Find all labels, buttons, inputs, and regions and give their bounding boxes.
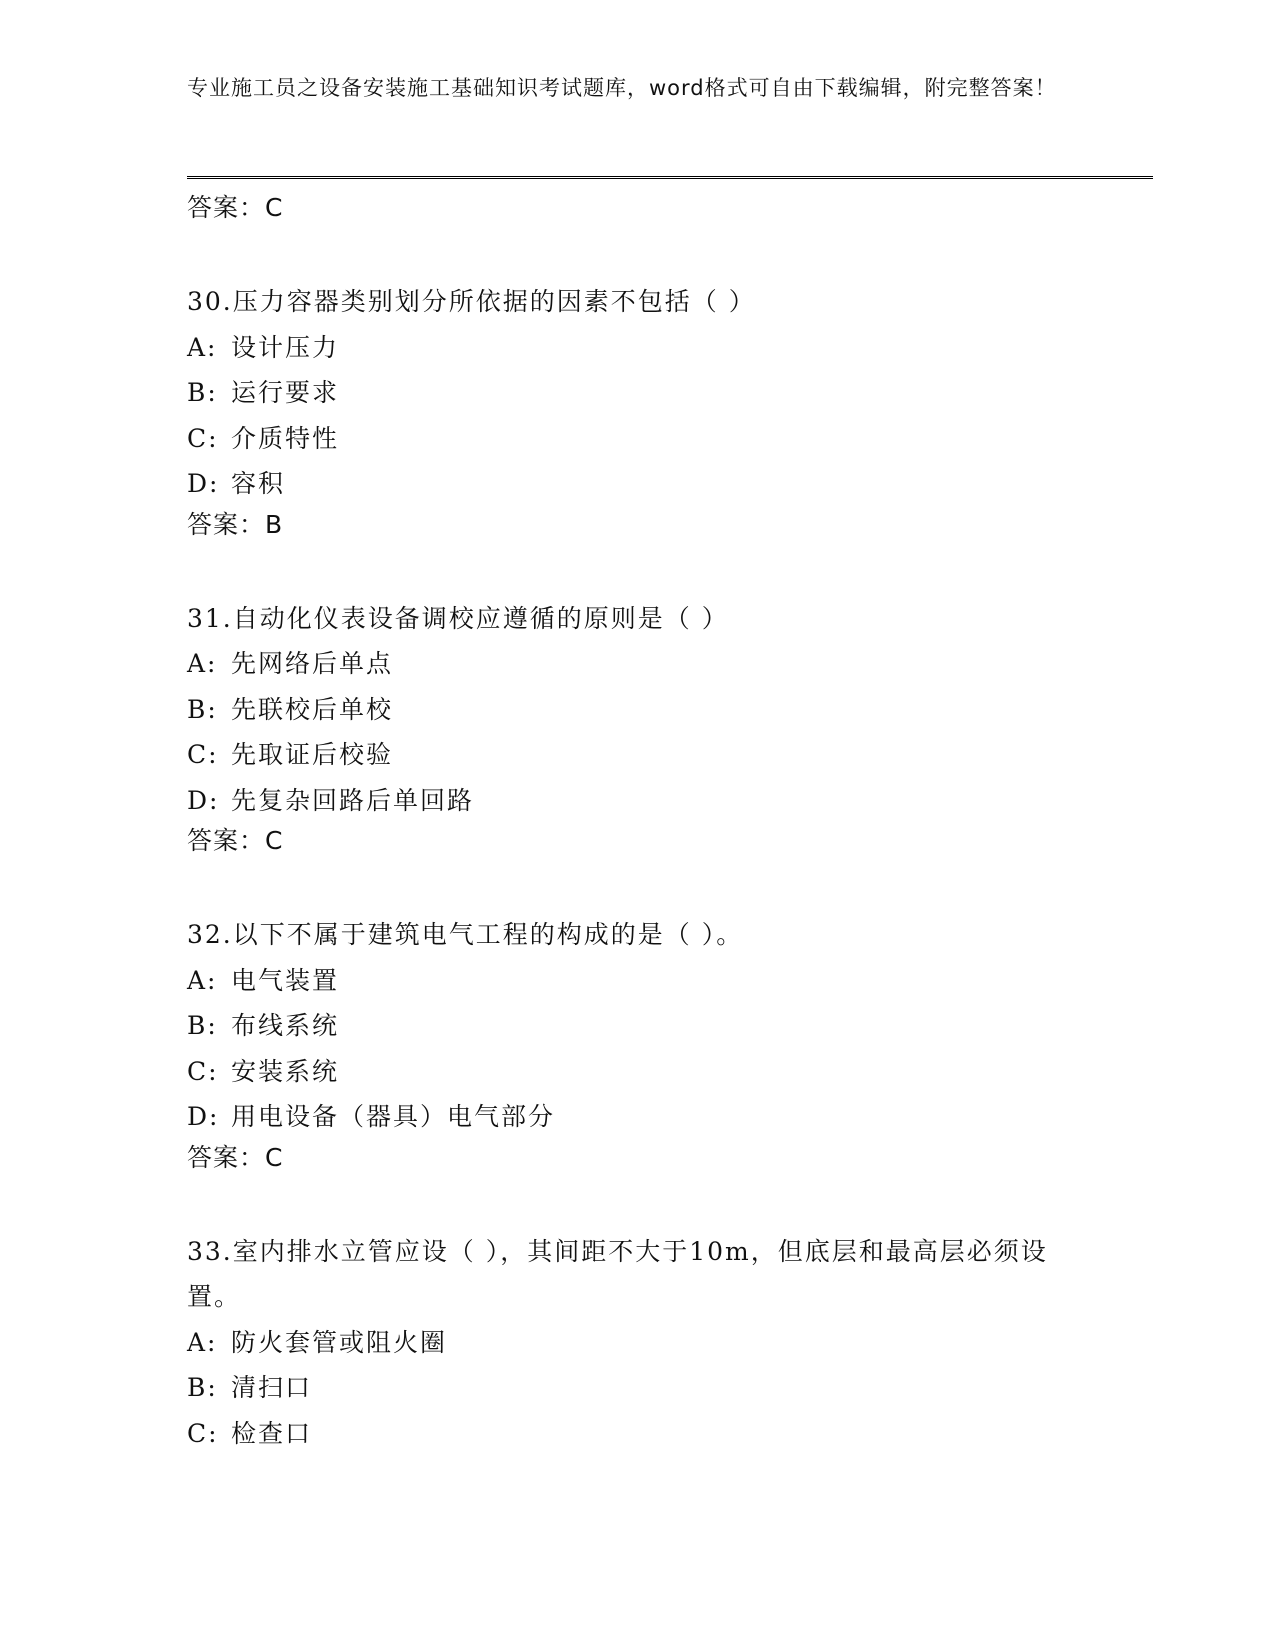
option-b (187, 1365, 1087, 1411)
option-d (187, 461, 1087, 507)
option-letter: D: (187, 785, 220, 815)
option-d (187, 1094, 1087, 1140)
option-text: 清扫口 (231, 1373, 313, 1402)
option-letter: A: (187, 1327, 218, 1357)
option-letter: A: (187, 332, 218, 362)
option-c (187, 1411, 1087, 1457)
answer-value: C (265, 193, 284, 222)
option-text: 电气装置 (231, 965, 340, 995)
option-letter: B: (187, 694, 218, 724)
option-letter: D: (187, 1102, 220, 1131)
option-b (187, 370, 1087, 416)
option-text: 先网络后单点 (231, 649, 394, 678)
option-text: 用电设备（器具）电气部分 (231, 1102, 556, 1131)
answer-label: 答案： (187, 193, 266, 222)
option-text: 先复杂回路后单回路 (231, 785, 475, 815)
option-c (187, 1049, 1087, 1095)
question-stem: 33.室内排水立管应设（ ），其间距不大于10m，但底层和最高层必须设置。 (187, 1236, 1048, 1311)
answer-line (187, 190, 1087, 235)
option-letter: C: (187, 1056, 219, 1086)
question-33 (187, 1229, 1087, 1457)
option-c (187, 732, 1087, 778)
option-b (187, 1003, 1087, 1049)
option-letter: B: (187, 378, 218, 407)
answer-line (187, 507, 1087, 552)
option-letter: C: (187, 423, 219, 453)
answer-line (187, 1140, 1087, 1185)
option-text: 先联校后单校 (231, 694, 394, 724)
option-text: 设计压力 (231, 332, 340, 362)
header-divider (187, 176, 1153, 179)
option-a (187, 641, 1087, 687)
option-b (187, 687, 1087, 733)
option-letter: D: (187, 469, 220, 498)
option-letter: B: (187, 1011, 218, 1040)
option-text: 防火套管或阻火圈 (231, 1327, 448, 1357)
option-a (187, 325, 1087, 371)
option-text: 先取证后校验 (231, 740, 394, 769)
question-32 (187, 912, 1087, 1185)
answer-label: 答案： (187, 826, 266, 855)
option-text: 容积 (231, 469, 286, 498)
document-body (187, 190, 1087, 1456)
question-30 (187, 279, 1087, 552)
option-text: 安装系统 (231, 1056, 340, 1086)
question-31 (187, 596, 1087, 869)
answer-value: C (265, 826, 284, 855)
option-letter: A: (187, 649, 218, 678)
answer-label: 答案： (187, 1142, 266, 1172)
option-text: 运行要求 (231, 378, 340, 407)
option-letter: A: (187, 965, 218, 995)
option-d (187, 778, 1087, 824)
option-text: 介质特性 (231, 423, 340, 453)
question-stem: 31.自动化仪表设备调校应遵循的原则是（ ） (187, 603, 729, 633)
option-text: 布线系统 (231, 1011, 340, 1040)
answer-line (187, 823, 1087, 868)
option-letter: C: (187, 1418, 219, 1448)
option-a (187, 958, 1087, 1004)
document-header: 专业施工员之设备安装施工基础知识考试题库，word格式可自由下载编辑，附完整答案！ (187, 76, 1057, 100)
option-a (187, 1320, 1087, 1366)
option-c (187, 416, 1087, 462)
question-stem: 32.以下不属于建筑电气工程的构成的是（ ）。 (187, 920, 744, 949)
question-stem: 30.压力容器类别划分所依据的因素不包括（ ） (187, 287, 756, 316)
answer-value: C (265, 1142, 284, 1172)
answer-label: 答案： (187, 509, 266, 539)
option-text: 检查口 (231, 1418, 313, 1448)
answer-value: B (265, 509, 284, 539)
option-letter: B: (187, 1373, 218, 1402)
option-letter: C: (187, 740, 219, 769)
